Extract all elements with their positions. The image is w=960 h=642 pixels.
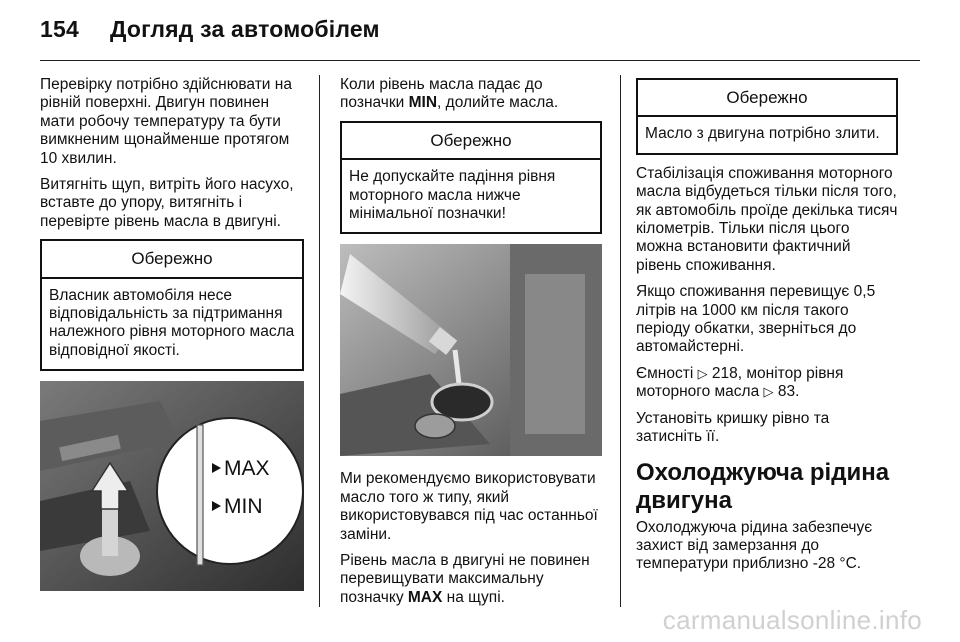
header-rule <box>40 60 920 61</box>
page-header <box>40 16 380 43</box>
page-title: Догляд за автомобілем <box>110 16 380 42</box>
caution-box <box>340 121 602 235</box>
caution-text: Не допускайте падіння рівня моторного масла нижче мінімальної позначки! <box>349 168 556 223</box>
caution-title: Обережно <box>638 80 896 117</box>
paragraph: Охолоджуюча рідина забезпечує захист від замерзання до температури приблизно -28 °C. <box>636 518 873 573</box>
watermark: carmanualsonline.info <box>662 605 922 635</box>
caution-title: Обережно <box>42 241 302 278</box>
page-number: 154 <box>40 16 79 42</box>
oil-filling-photo <box>340 244 602 456</box>
paragraph: Витягніть щуп, витріть його насухо, вставте до упору, витягніть і перевірте рівень масла в двигуні. <box>40 176 294 230</box>
caution-box <box>636 78 898 155</box>
paragraph: Рівень масла в двигуні не повинен перевищувати максимальну позначку MAX на щупі. <box>340 552 590 606</box>
page-ref-icon: ▷ <box>763 384 774 400</box>
column-1 <box>40 76 304 591</box>
caution-text: Масло з двигуна потрібно злити. <box>645 125 880 143</box>
section-heading: Охолоджуюча рідина двигуна <box>636 458 890 514</box>
paragraph: Установіть кришку рівно та затисніть її. <box>636 409 830 446</box>
dipstick-closeup <box>157 418 303 564</box>
caution-text: Власник автомобіля несе відповідальність за підтримання належного рівня моторного масла відповідної якості. <box>49 286 295 359</box>
oil-filling-illustration <box>340 244 602 456</box>
dipstick-illustration <box>40 381 304 591</box>
page-ref-link[interactable]: 83 <box>777 383 796 401</box>
max-label: MAX <box>407 588 443 606</box>
min-label: MIN <box>408 94 438 112</box>
cross-reference-paragraph: Ємності ▷ 218, монітор рівня моторного масла ▷ 83. <box>636 364 844 401</box>
paragraph: Перевірку потрібно здійснювати на рівній поверхні. Двигун повинен мати робочу температуру та бути вимкненим щонайменше протягом 10 хвилин. <box>40 76 292 167</box>
dipstick-photo <box>40 381 304 591</box>
min-mark-label: MIN <box>224 495 263 519</box>
paragraph: Коли рівень масла падає до позначки MIN, долийте масла. <box>340 76 559 112</box>
caution-box <box>40 239 304 371</box>
page-ref-link[interactable]: 218 <box>711 364 738 382</box>
caution-title: Обережно <box>342 123 600 160</box>
column-2 <box>340 76 602 615</box>
column-3 <box>636 76 898 582</box>
page-ref-icon: ▷ <box>697 365 708 381</box>
paragraph: Ми рекомендуємо використовувати масло того ж типу, який використовувався під час останньої заміни. <box>340 470 598 543</box>
column-divider-2 <box>620 75 621 607</box>
filler-cap <box>415 414 455 438</box>
paragraph: Стабілізація споживання моторного масла відбудеться тільки після того, як автомобіль проїде декілька тисяч кілометрів. Тільки після цього можна встановити фактичний рівень споживання. <box>636 164 898 274</box>
column-divider-1 <box>319 75 320 607</box>
paragraph: Якщо споживання перевищує 0,5 літрів на 1000 км після такого періоду обкатки, зверніться до автомайстерні. <box>636 283 876 356</box>
max-mark-label: MAX <box>224 457 270 481</box>
